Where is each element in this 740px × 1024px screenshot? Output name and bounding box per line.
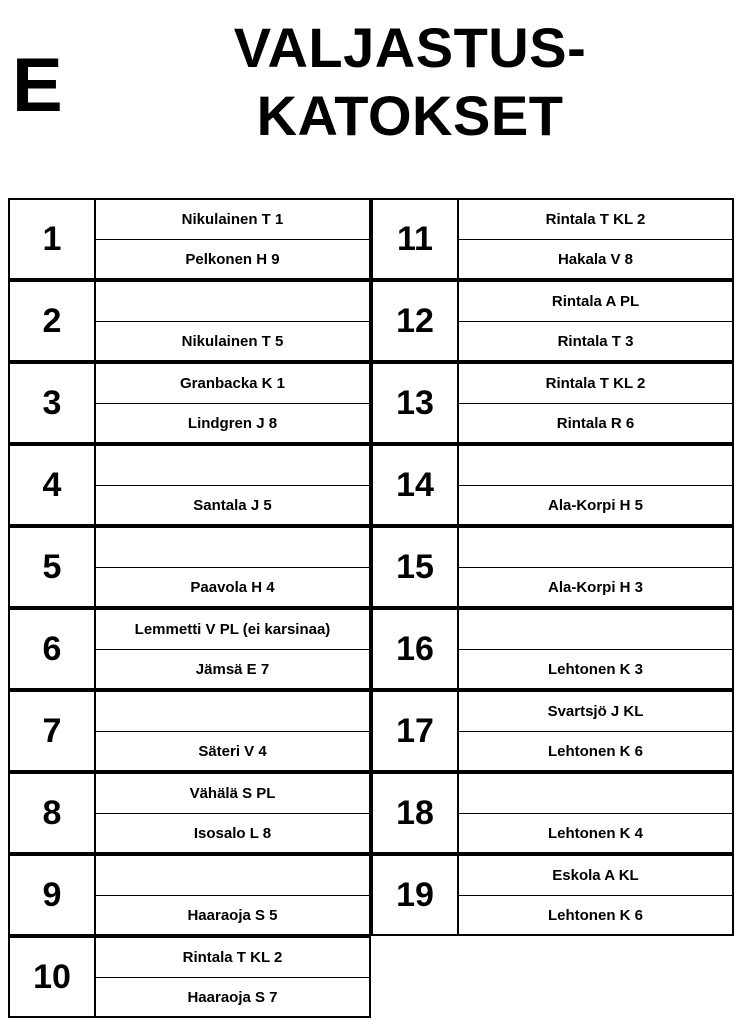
stall-slot-bottom: Haaraoja S 7 xyxy=(187,989,278,1006)
stall-slot-bottom: Santala J 5 xyxy=(193,497,272,514)
stall-number: 16 xyxy=(373,610,459,688)
stall-slot-bottom: Pelkonen H 9 xyxy=(185,251,280,268)
page-title-line1: VALJASTUS- xyxy=(233,16,587,79)
stall-slot-bottom: Isosalo L 8 xyxy=(193,825,272,842)
stall-slot-bottom: Paavola H 4 xyxy=(190,579,275,596)
section-letter: E xyxy=(12,43,63,128)
stall-slot-bottom: Lehtonen K 6 xyxy=(547,907,643,924)
stall-slot-top xyxy=(96,282,369,322)
stall-slot-top: Nikulainen T 1 xyxy=(96,200,369,240)
stall-block xyxy=(8,280,371,362)
stall-number: 8 xyxy=(10,774,96,852)
stall-number: 9 xyxy=(10,856,96,934)
stall-number: 5 xyxy=(10,528,96,606)
stall-number: 6 xyxy=(10,610,96,688)
stall-slot-top xyxy=(96,446,369,486)
stall-block xyxy=(371,772,734,854)
stall-slot-bottom: Ala-Korpi H 3 xyxy=(547,579,643,596)
stall-block xyxy=(371,854,734,936)
stall-slot-top xyxy=(459,446,732,486)
stall-slot-bottom: Rintala R 6 xyxy=(556,415,635,432)
stall-number: 11 xyxy=(373,200,459,278)
stall-slot-top xyxy=(459,610,732,650)
stall-block xyxy=(8,198,371,280)
stall-block xyxy=(371,608,734,690)
stall-block xyxy=(8,526,371,608)
stall-block xyxy=(371,198,734,280)
stall-block xyxy=(8,772,371,854)
stall-slot-bottom: Lindgren J 8 xyxy=(187,415,278,432)
stall-number: 15 xyxy=(373,528,459,606)
stall-number: 12 xyxy=(373,282,459,360)
stall-slot-top: Rintala T KL 2 xyxy=(459,200,732,240)
stall-slot-top xyxy=(96,528,369,568)
stall-slot-top: Granbacka K 1 xyxy=(96,364,369,404)
stall-slot-top: Rintala T KL 2 xyxy=(459,364,732,404)
stall-number: 13 xyxy=(373,364,459,442)
stall-block xyxy=(8,936,371,1018)
stall-slot-bottom: Säteri V 4 xyxy=(198,743,267,760)
stall-slot-bottom: Haaraoja S 5 xyxy=(187,907,278,924)
stall-block xyxy=(8,690,371,772)
stall-slot-bottom: Hakala V 8 xyxy=(557,251,634,268)
stall-slot-top: Vähälä S PL xyxy=(96,774,369,814)
stall-slot-bottom: Lehtonen K 4 xyxy=(547,825,643,842)
stall-block xyxy=(371,362,734,444)
stall-slot-bottom: Jämsä E 7 xyxy=(195,661,270,678)
stall-block xyxy=(371,280,734,362)
stall-number: 17 xyxy=(373,692,459,770)
stall-block xyxy=(8,362,371,444)
stall-number: 2 xyxy=(10,282,96,360)
stall-block xyxy=(8,444,371,526)
stall-block xyxy=(371,690,734,772)
stall-number: 3 xyxy=(10,364,96,442)
stall-number: 10 xyxy=(10,938,96,1016)
stall-slot-bottom: Rintala T 3 xyxy=(557,333,634,350)
stall-block xyxy=(371,444,734,526)
stall-number: 1 xyxy=(10,200,96,278)
stall-slot-top xyxy=(459,774,732,814)
page-title-line2: KATOKSET xyxy=(256,84,564,147)
stall-slot-bottom: Lehtonen K 6 xyxy=(547,743,643,760)
stall-slot-top: Rintala T KL 2 xyxy=(96,938,369,978)
stall-slot-bottom: Nikulainen T 5 xyxy=(181,333,284,350)
stall-slot-top: Eskola A KL xyxy=(459,856,732,896)
stall-slot-top: Lemmetti V PL (ei karsinaa) xyxy=(96,610,369,650)
stall-number: 14 xyxy=(373,446,459,524)
stall-slot-top xyxy=(459,528,732,568)
stall-slot-top xyxy=(96,692,369,732)
stall-number: 19 xyxy=(373,856,459,934)
stall-slot-top xyxy=(96,856,369,896)
stall-block xyxy=(8,608,371,690)
stall-number: 4 xyxy=(10,446,96,524)
stall-block xyxy=(8,854,371,936)
stall-slot-bottom: Lehtonen K 3 xyxy=(547,661,643,678)
stall-slot-top: Svartsjö J KL xyxy=(459,692,732,732)
stall-number: 18 xyxy=(373,774,459,852)
stall-slot-bottom: Ala-Korpi H 5 xyxy=(547,497,643,514)
stall-number: 7 xyxy=(10,692,96,770)
stall-block xyxy=(371,526,734,608)
stall-slot-top: Rintala A PL xyxy=(459,282,732,322)
